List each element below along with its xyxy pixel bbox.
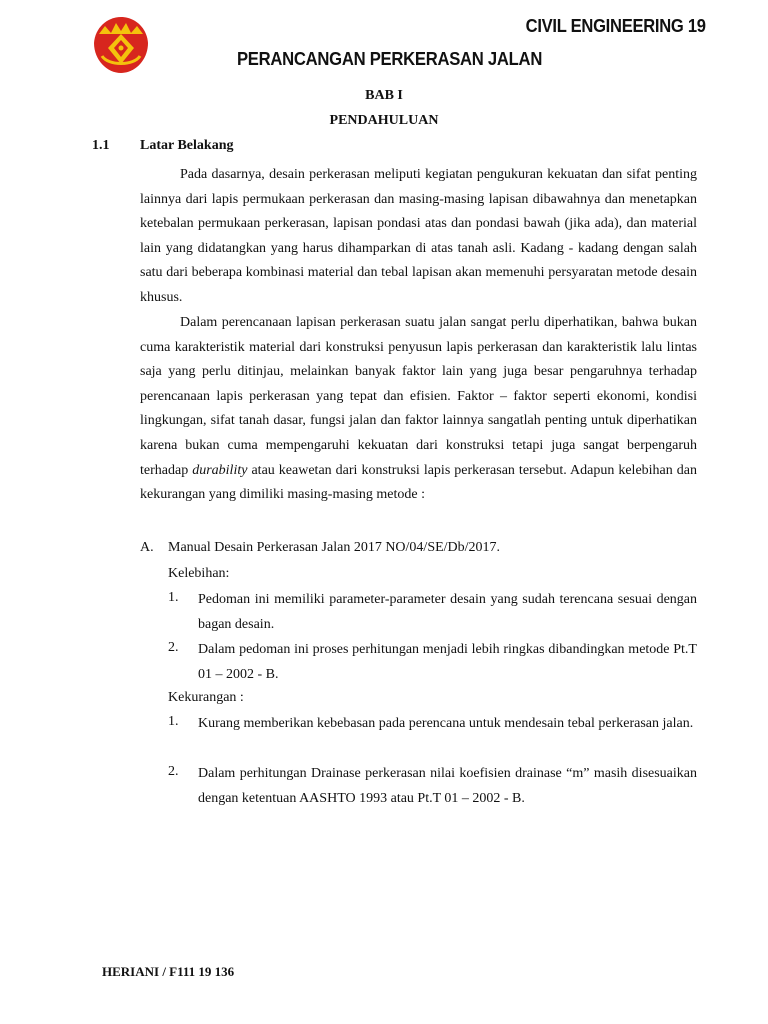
list-item: Kurang memberikan kebebasan pada perencana untuk mendesain tebal perkerasan jalan. — [198, 716, 694, 731]
chapter-title: PENDAHULUAN — [329, 113, 439, 128]
header-course-label: CIVIL ENGINEERING 19 — [525, 16, 706, 36]
paragraph-2-italic-term: durability — [192, 462, 248, 478]
chapter-label: BAB I — [365, 88, 403, 103]
advantages-label: Kelebihan: — [168, 566, 230, 581]
list-item: Dalam pedoman ini proses perhitungan menjadi lebih ringkas dibandingkan metode Pt.T 01 – 2002 - B. — [198, 642, 697, 682]
section-title: Latar Belakang — [140, 138, 234, 153]
list-item-number: 2. — [168, 640, 179, 655]
footer-author: HERIANI / F111 19 136 — [102, 964, 235, 979]
list-letter-a: A. — [140, 540, 154, 555]
section-number: 1.1 — [92, 138, 110, 153]
list-item-number: 1. — [168, 590, 179, 605]
paragraph-2-text-b: atau keawetan dari konstruksi lapis perkerasan tersebut. Adapun kelebihan dan kekurangan yang dimiliki masing-masing metode : — [140, 462, 697, 503]
list-item-number: 1. — [168, 714, 179, 729]
disadvantages-label: Kekurangan : — [168, 690, 244, 705]
list-item: Dalam perhitungan Drainase perkerasan nilai koefisien drainase “m” masih disesuaikan dengan ketentuan AASHTO 1993 atau Pt.T 01 – 2002 - B. — [198, 766, 697, 806]
list-a-title: Manual Desain Perkerasan Jalan 2017 NO/04/SE/Db/2017. — [168, 540, 501, 555]
document-title-text: PERANCANGAN PERKERASAN JALAN — [237, 48, 543, 69]
list-item-number: 2. — [168, 764, 179, 779]
paragraph-2 — [140, 311, 697, 508]
document-title — [0, 48, 768, 70]
list-item: Pedoman ini memiliki parameter-parameter desain yang sudah terencana sesuai dengan bagan desain. — [198, 592, 697, 632]
paragraph-1: Pada dasarnya, desain perkerasan meliputi kegiatan pengukuran kekuatan dan sifat penting lainnya dari lapis permukaan perkerasan dan masing-masing lapisan dibawahnya dan menetapkan ketebalan permukaan perkerasan, lapisan pondasi atas dan pondasi bawah (jika ada), dan material lain yang didatangkan yang harus dihamparkan di atas tanah asli. Kadang - kadang dengan salah satu dari beberapa kombinasi material dan tebal lapisan akan memenuhi persyaratan metode desain khusus. — [140, 167, 697, 305]
paragraph-2-text-a: Dalam perencanaan lapisan perkerasan suatu jalan sangat perlu diperhatikan, bahwa bukan cuma karakteristik material dari konstruksi penyusun lapis perkerasan dan karakteristik lalu lintas saja yang perlu ditinjau, melainkan banyak faktor lain yang juga besar pengaruhnya terhadap perencanaan lapis perkerasan yang tepat dan efisien. Faktor – faktor seperti ekonomi, kondisi lingkungan, sifat tanah dasar, fungsi jalan dan faktor lainnya sangatlah penting untuk diperhatikan karena bukan cuma mempengaruhi kekuatan dari konstruksi tetapi juga sangat berpengaruh terhadap — [140, 315, 697, 478]
